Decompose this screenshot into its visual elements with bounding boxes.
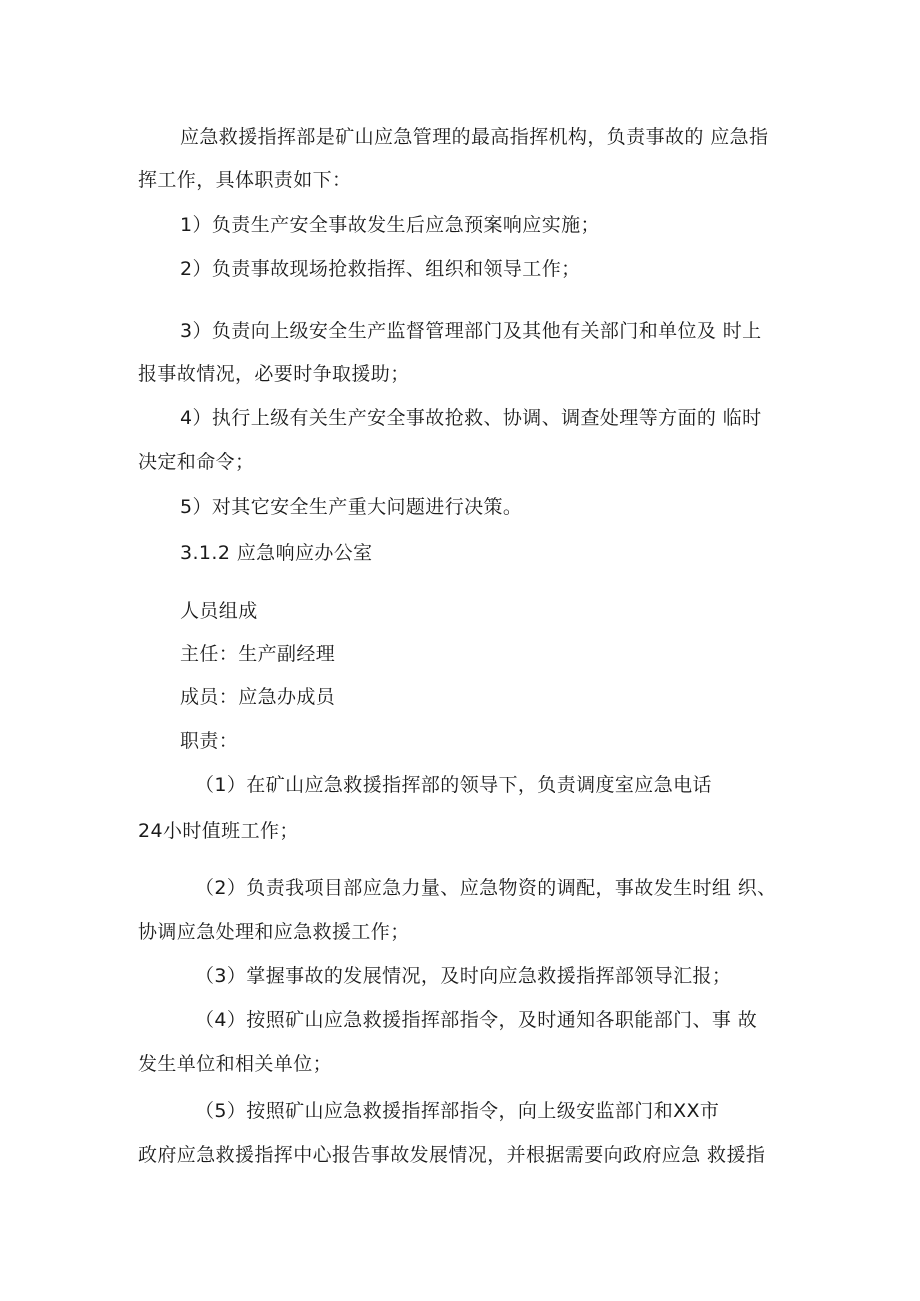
paragraph-line: 人员组成: [180, 600, 258, 622]
section-heading: 3.1.2 应急响应办公室: [180, 542, 373, 564]
list-item: 4）执行上级有关生产安全事故抢救、协调、调查处理等方面的 临时: [180, 407, 762, 429]
paragraph-line: 决定和命令；: [138, 451, 255, 473]
list-item: （2）负责我项目部应急力量、应急物资的调配，事故发生时组 织、: [195, 877, 777, 899]
paragraph-line: 职责：: [180, 730, 239, 752]
paragraph-line: 24小时值班工作；: [138, 820, 299, 842]
paragraph-line: 报事故情况，必要时争取援助；: [138, 363, 410, 385]
paragraph-line: 发生单位和相关单位；: [138, 1053, 333, 1075]
paragraph-line: 主任：生产副经理: [180, 643, 336, 665]
list-item: 3）负责向上级安全生产监督管理部门及其他有关部门和单位及 时上: [180, 320, 762, 342]
paragraph-line: 政府应急救援指挥中心报告事故发展情况，并根据需要向政府应急 救援指: [138, 1144, 766, 1166]
list-item: 5）对其它安全生产重大问题进行决策。: [180, 496, 523, 518]
list-item: （5）按照矿山应急救援指挥部指令，向上级安监部门和XX市: [195, 1100, 720, 1122]
list-item: （1）在矿山应急救援指挥部的领导下，负责调度室应急电话: [195, 774, 712, 796]
list-item: 1）负责生产安全事故发生后应急预案响应实施；: [180, 214, 600, 236]
list-item: 2）负责事故现场抢救指挥、组织和领导工作；: [180, 258, 581, 280]
paragraph-line: 应急救援指挥部是矿山应急管理的最高指挥机构，负责事故的 应急指: [180, 126, 769, 148]
paragraph-line: 成员：应急办成员: [180, 686, 336, 708]
paragraph-line: 挥工作，具体职责如下：: [138, 169, 352, 191]
list-item: （4）按照矿山应急救援指挥部指令，及时通知各职能部门、事 故: [195, 1009, 758, 1031]
list-item: （3）掌握事故的发展情况，及时向应急救援指挥部领导汇报；: [195, 965, 732, 987]
paragraph-line: 协调应急处理和应急救援工作；: [138, 921, 410, 943]
